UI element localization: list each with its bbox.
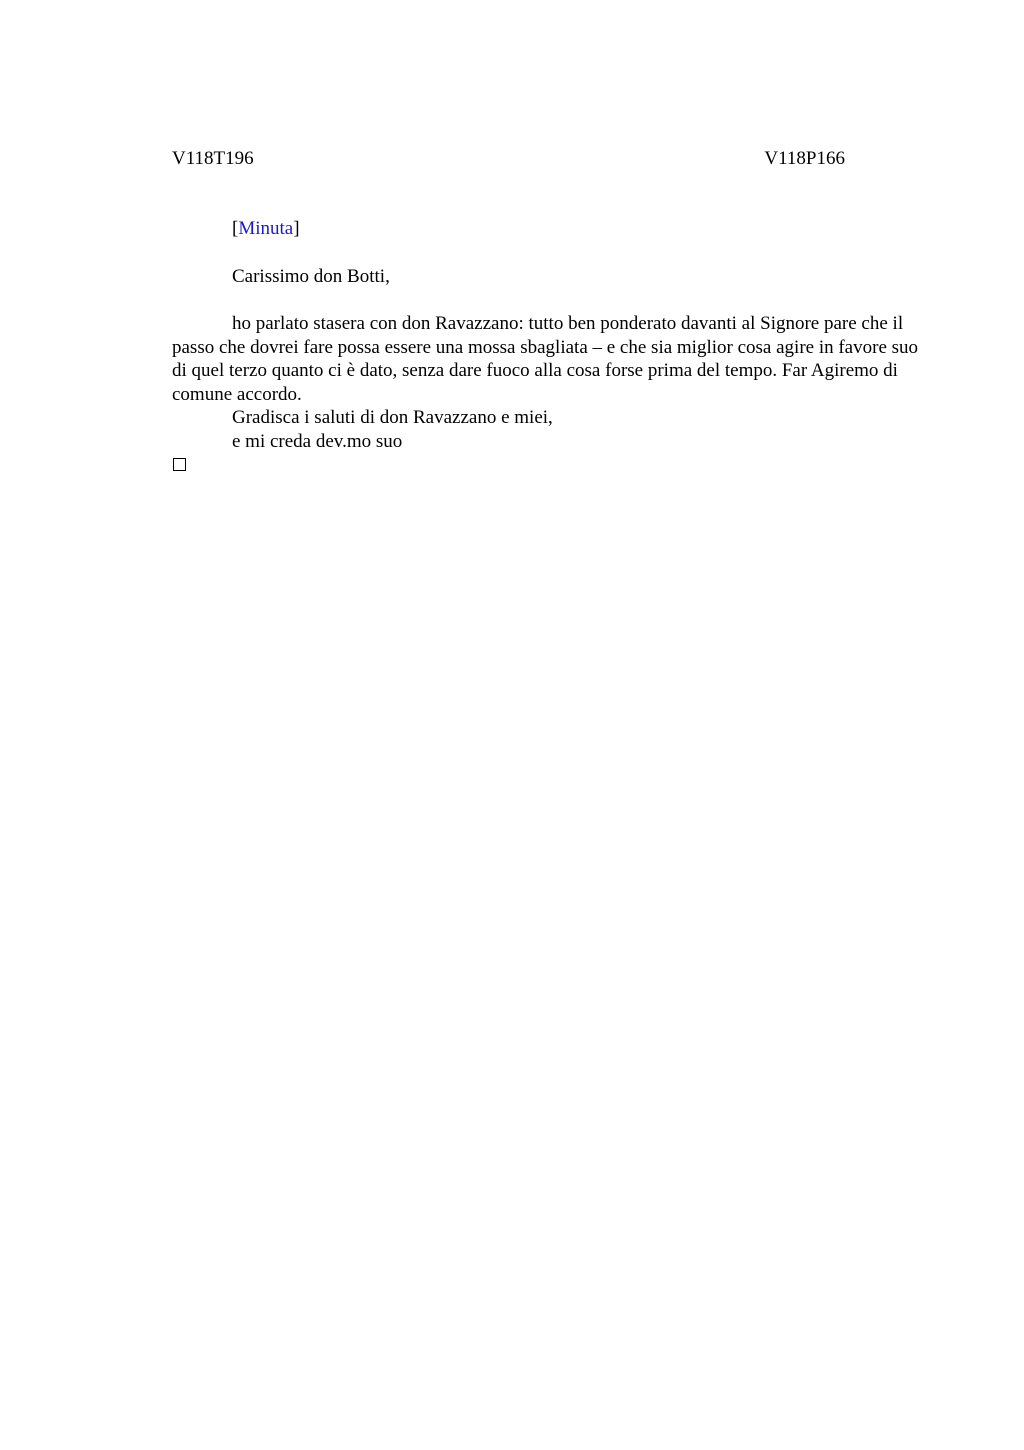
document-type-label <box>172 217 924 241</box>
letter-body <box>172 217 924 478</box>
letter-closing: e mi creda dev.mo suo <box>232 430 403 452</box>
letter-greeting: Gradisca i saluti di don Ravazzano e miei, <box>232 407 553 428</box>
minuta-link[interactable]: Minuta <box>238 218 294 239</box>
label-bracket-close: ] <box>293 218 300 239</box>
document-header <box>172 148 845 172</box>
end-marker <box>172 453 924 478</box>
document-page <box>172 0 932 1450</box>
checkbox-square-icon <box>173 458 186 471</box>
letter-salutation: Carissimo don Botti, <box>232 265 390 287</box>
letter-paragraph: ho parlato stasera con don Ravazzano: tutto ben ponderato davanti al Signore pare che il passo che dovrei fare possa essere una mossa sbagliata – e che sia miglior cosa agire in favore suo di quel terzo quanto ci è dato, senza dare fuoco alla cosa forse prima del tempo. Far Agiremo di comune accordo. <box>172 313 919 405</box>
document-code-left: V118T196 <box>172 148 254 169</box>
document-code-right: V118P166 <box>764 148 845 169</box>
label-bracket-open: [ <box>232 218 239 239</box>
